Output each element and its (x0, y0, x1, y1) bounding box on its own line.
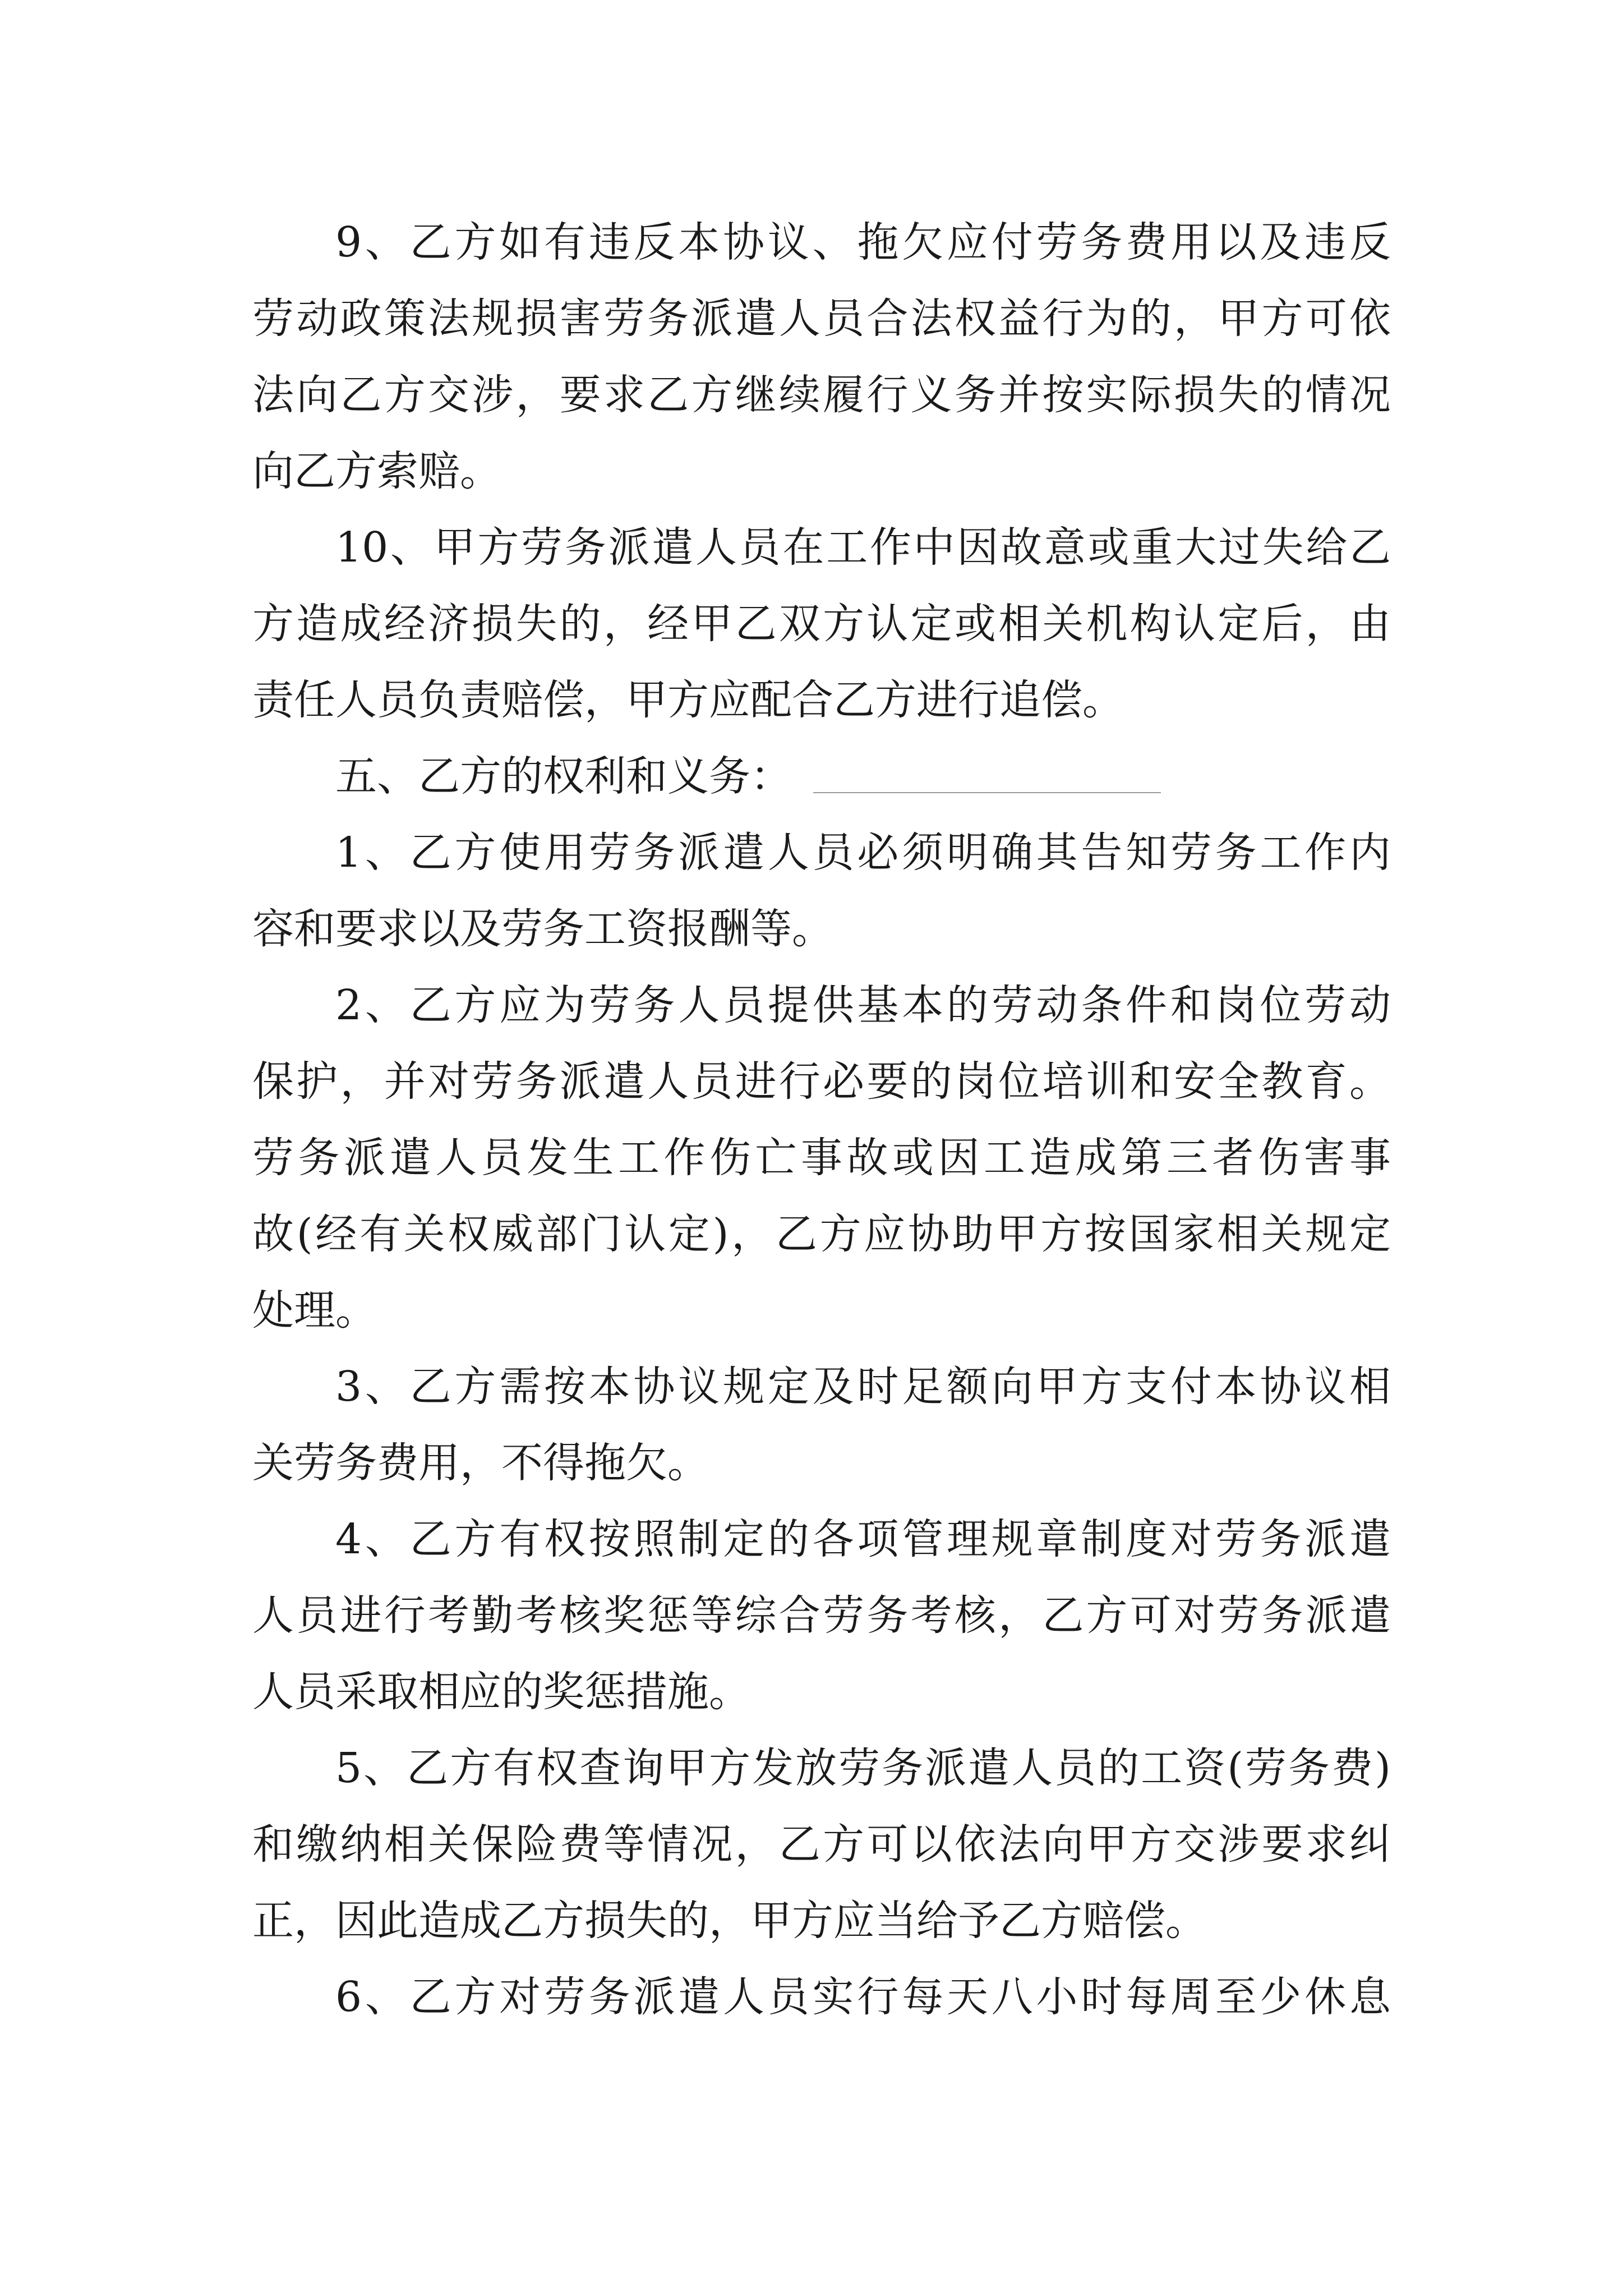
item-2-line-2: 保护，并对劳务派遣人员进行必要的岗位培训和安全教育。 (252, 1057, 1391, 1106)
item-5-line-1: 5、乙方有权查询甲方发放劳务派遣人员的工资(劳务费) (335, 1744, 1391, 1792)
clause-9-line-3: 法向乙方交涉，要求乙方继续履行义务并按实际损失的情况 (252, 371, 1391, 419)
clause-10-line-3: 责任人员负责赔偿，甲方应配合乙方进行追偿。 (252, 676, 1124, 724)
item-3-line-2: 关劳务费用，不得拖欠。 (252, 1439, 709, 1487)
item-2-line-5: 处理。 (252, 1286, 377, 1335)
item-4-line-1: 4、乙方有权按照制定的各项管理规章制度对劳务派遣 (335, 1515, 1391, 1563)
item-6-line-1: 6、乙方对劳务派遣人员实行每天八小时每周至少休息 (335, 1973, 1391, 2021)
heading-blank-underline (813, 792, 1161, 793)
item-3-line-1: 3、乙方需按本协议规定及时足额向甲方支付本协议相 (335, 1363, 1391, 1411)
clause-9-line-1: 9、乙方如有违反本协议、拖欠应付劳务费用以及违反 (335, 218, 1391, 266)
section-5-heading: 五、乙方的权利和义务： (335, 752, 792, 800)
clause-9-line-4: 向乙方索赔。 (252, 447, 501, 495)
item-1-line-2: 容和要求以及劳务工资报酬等。 (252, 905, 833, 953)
item-1-line-1: 1、乙方使用劳务派遣人员必须明确其告知劳务工作内 (335, 829, 1391, 877)
clause-10-line-1: 10、甲方劳务派遣人员在工作中因故意或重大过失给乙 (335, 523, 1391, 572)
item-2-line-4: 故(经有关权威部门认定)，乙方应协助甲方按国家相关规定 (252, 1210, 1391, 1258)
clause-9-line-2: 劳动政策法规损害劳务派遣人员合法权益行为的，甲方可依 (252, 295, 1391, 343)
item-4-line-3: 人员采取相应的奖惩措施。 (252, 1668, 750, 1716)
item-2-line-3: 劳务派遣人员发生工作伤亡事故或因工造成第三者伤害事 (252, 1134, 1391, 1182)
item-2-line-1: 2、乙方应为劳务人员提供基本的劳动条件和岗位劳动 (335, 981, 1391, 1029)
item-4-line-2: 人员进行考勤考核奖惩等综合劳务考核，乙方可对劳务派遣 (252, 1591, 1391, 1640)
clause-10-line-2: 方造成经济损失的，经甲乙双方认定或相关机构认定后，由 (252, 600, 1391, 648)
item-5-line-2: 和缴纳相关保险费等情况，乙方可以依法向甲方交涉要求纠 (252, 1820, 1391, 1869)
item-5-line-3: 正，因此造成乙方损失的，甲方应当给予乙方赔偿。 (252, 1897, 1207, 1945)
